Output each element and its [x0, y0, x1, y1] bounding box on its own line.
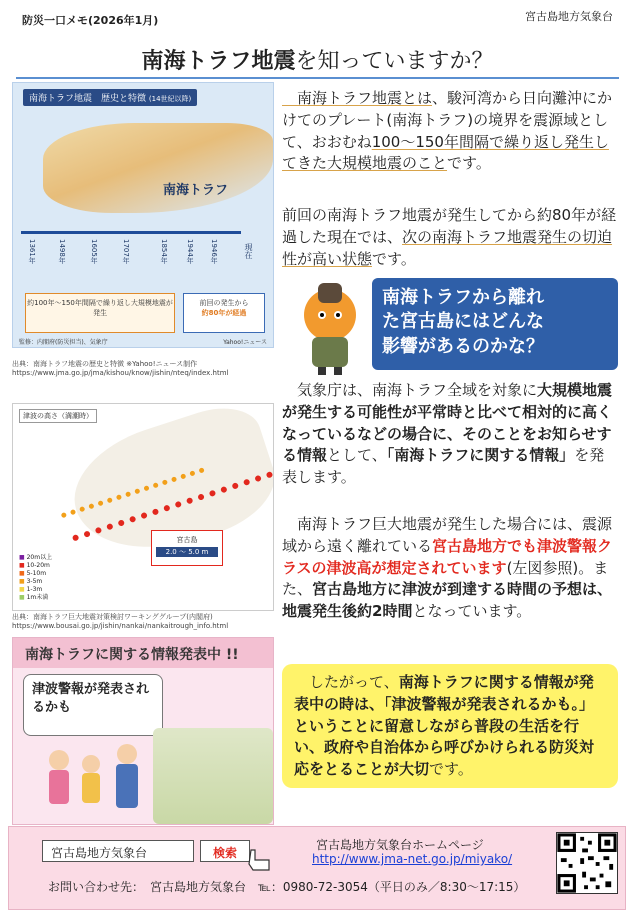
- timeline-year: 1946年: [210, 239, 218, 264]
- timeline-year: 1707年: [122, 239, 130, 264]
- memo-label: 防災一口メモ(2026年1月): [22, 14, 159, 27]
- history-figure: [12, 82, 274, 348]
- family-illustration-icon: [39, 740, 149, 824]
- paragraph-urgency: 前回の南海トラフ地震が発生してから約80年が経過した現在では、次の南海トラフ地震発生の切迫性が高い状態です。: [282, 206, 617, 268]
- history-credit: 監修：内閣府(防災担当)、気象庁: [19, 339, 108, 346]
- question-banner: 南海トラフから離れ た宮古島にはどんな 影響があるのかな？: [372, 278, 618, 370]
- history-caption: 出典：南海トラフ地震の歴史と特徴 ※Yahoo!ニュース制作 https://www.jma.go.jp/jma/kishou/know/jishin/nteq/index.html: [12, 360, 229, 377]
- search-button[interactable]: 検索: [200, 840, 250, 862]
- map-caption: 出典：南海トラフ巨大地震対策検討ワーキンググループ(内閣府) https://www.bousai.go.jp/jishin/nankai/nankaitrough_info.html: [12, 613, 229, 630]
- mascot-icon: [290, 275, 370, 375]
- paragraph-information: 気象庁は、南海トラフ全域を対象に大規模地震が発生する可能性が平常時と比べて相対的に高くなっているなどの場合に、そのことをお知らせする情報として、「南海トラフに関する情報」を発表します。: [282, 381, 613, 486]
- contact-info: お問い合わせ先： 宮古島地方気象台 ℡：0980-72-3054（平日のみ／8:30～17:15）: [48, 880, 526, 894]
- conclusion-box: したがって、南海トラフに関する情報が発表中の時は、「津波警報が発表されるかも。」ということに留意しながら普段の生活を行い、政府や自治体から呼びかけられる防災対応をとることが大切です。: [282, 664, 618, 788]
- map-legend: ■ 20m以上 ■ 10-20m ■ 5-10m ■ 3-5m ■ 1-3m ■ 1m未満: [19, 554, 53, 601]
- timeline-bar: [21, 231, 241, 234]
- search-input[interactable]: 宮古島地方気象台: [42, 840, 194, 862]
- qr-code-icon[interactable]: [556, 832, 618, 894]
- history-figure-heading: 南海トラフ地震 歴史と特徴 (14世紀以降): [23, 89, 197, 106]
- timeline-year: 1854年: [160, 239, 168, 264]
- evacuation-scene: [153, 728, 273, 824]
- tsunami-map: [12, 403, 274, 611]
- publisher-name: 宮古島地方気象台: [525, 10, 613, 23]
- homepage-link[interactable]: http://www.jma-net.go.jp/miyako/: [312, 852, 513, 866]
- title-divider: [16, 77, 619, 79]
- speech-bubble: 津波警報が発表されるかも: [23, 674, 163, 736]
- trough-band: [43, 123, 273, 213]
- timeline-year: 1605年: [90, 239, 98, 264]
- title-rest: を知っていますか？: [295, 49, 494, 74]
- timeline-now: 現在: [244, 243, 253, 259]
- info-illustration-title: 南海トラフに関する情報発表中 !!: [13, 638, 274, 668]
- tsunami-map-label: 津波の高さ（満潮時）: [19, 409, 97, 423]
- timeline-year: 1498年: [58, 239, 66, 264]
- paragraph-impact: 南海トラフ巨大地震が発生した場合には、震源域から遠く離れている宮古島地方でも津波警報クラスの津波高が想定されています(左図参照)。また、宮古島地方に津波が到達する時間の予想は、地震発生後約2時間となっています。: [282, 515, 613, 620]
- timeline-year: 1361年: [28, 239, 36, 264]
- interval-note: 約100年～150年間隔で繰り返し大規模地震が発生: [25, 293, 175, 333]
- title-bold: 南海トラフ地震: [141, 49, 296, 74]
- homepage-title: 宮古島地方気象台ホームページ: [316, 838, 484, 852]
- elapsed-note: 前回の発生から 約80年が経過: [183, 293, 265, 333]
- miyako-callout: 宮古島 2.0 ～ 5.0 m: [151, 530, 223, 566]
- page-title: [0, 44, 635, 75]
- info-illustration: [12, 637, 274, 825]
- trough-label: 南海トラフ: [163, 183, 229, 198]
- timeline-year: 1944年: [186, 239, 194, 264]
- paragraph-definition: 南海トラフ地震とは、駿河湾から日向灘沖にかけてのプレート(南海トラフ)の境界を震源域として、おおむね100～150年間隔で繰り返し発生してきた大規模地震のことです。: [282, 89, 613, 173]
- history-credit-right: Yahoo!ニュース: [223, 339, 267, 346]
- pointer-hand-icon: [245, 846, 275, 872]
